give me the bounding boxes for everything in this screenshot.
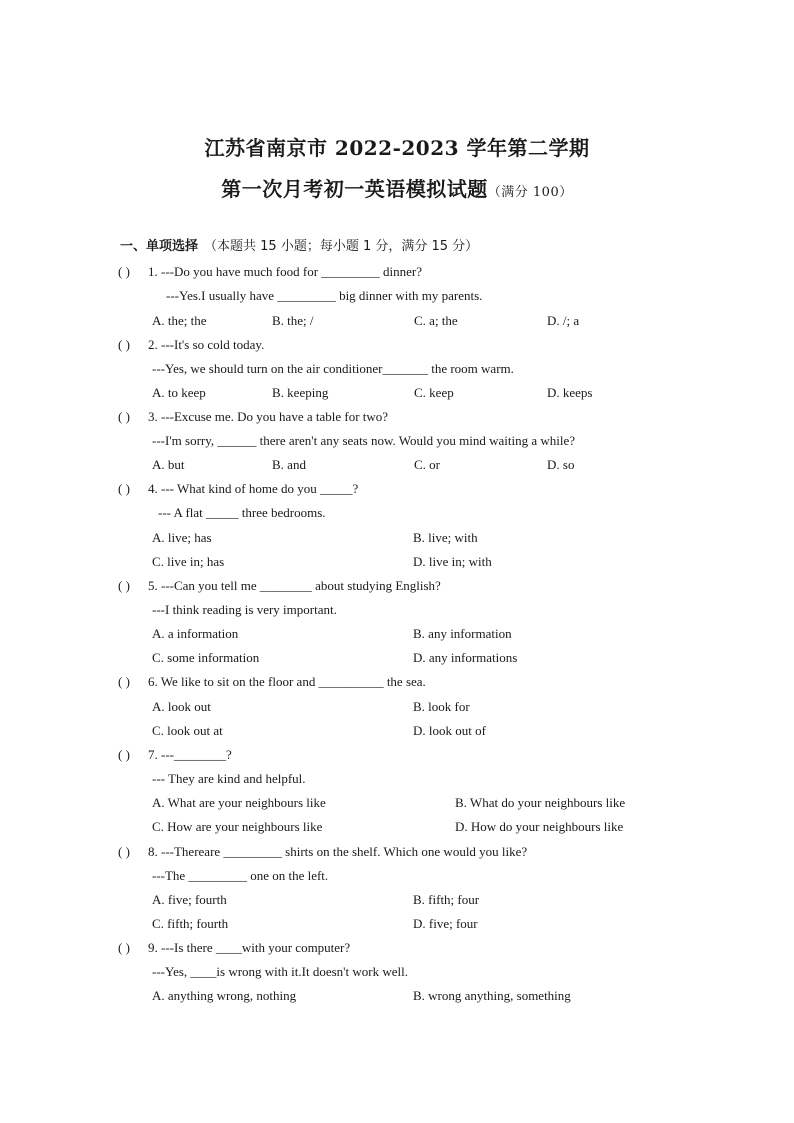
option-d: D. so [547,457,575,472]
option-a: A. anything wrong, nothing [152,988,297,1003]
answer-blank[interactable]: ( ) [118,844,130,859]
question-stem: 3. ---Excuse me. Do you have a table for two? [148,409,389,424]
dialogue-line: ---Yes, we should turn on the air conditioner_______ the room warm. [152,361,514,376]
answer-blank[interactable]: ( ) [118,264,130,279]
answer-blank[interactable]: ( ) [118,481,130,496]
answer-blank[interactable]: ( ) [118,409,130,424]
option-d: D. live in; with [413,554,492,569]
option-c: C. live in; has [152,554,225,569]
question-4 [118,481,358,497]
question-8 [118,844,527,860]
question-3 [118,409,388,425]
question-1 [118,264,422,280]
option-b: B. any information [413,626,512,641]
option-b: B. and [272,457,306,472]
option-c: C. a; the [414,313,458,328]
option-c: C. keep [414,385,454,400]
option-c: C. look out at [152,723,223,738]
dialogue-line: ---The _________ one on the left. [152,868,329,883]
option-c: C. fifth; fourth [152,916,229,931]
question-stem: 9. ---Is there ____with your computer? [148,940,351,955]
option-d: D. keeps [547,385,593,400]
option-c: C. How are your neighbours like [152,819,323,834]
option-a: A. live; has [152,530,212,545]
question-7 [118,747,232,763]
dialogue-line: ---I think reading is very important. [152,602,337,617]
option-a: A. look out [152,699,211,714]
option-a: A. but [152,457,185,472]
option-a: A. to keep [152,385,206,400]
dialogue-line: ---Yes, ____is wrong with it.It doesn't work well. [152,964,408,979]
option-b: B. live; with [413,530,478,545]
option-b: B. look for [413,699,470,714]
full-score-note: （满分 100） [487,185,573,200]
option-d: D. any informations [413,650,518,665]
option-c: C. or [414,457,440,472]
option-a: A. five; fourth [152,892,227,907]
dialogue-line: --- A flat _____ three bedrooms. [158,505,326,520]
answer-blank[interactable]: ( ) [118,747,130,762]
exam-title-line2 [0,173,794,202]
exam-title-main: 第一次月考初一英语模拟试题 [221,177,488,201]
option-b: B. wrong anything, something [413,988,571,1003]
option-a: A. a information [152,626,239,641]
question-stem: 7. ---________? [148,747,232,762]
dialogue-line: ---Yes.I usually have _________ big dinner with my parents. [166,288,483,303]
question-9 [118,940,350,956]
option-d: D. look out of [413,723,486,738]
option-a: A. What are your neighbours like [152,795,326,810]
option-b: B. keeping [272,385,329,400]
answer-blank[interactable]: ( ) [118,940,130,955]
question-stem: 5. ---Can you tell me ________ about studying English? [148,578,441,593]
question-stem: 1. ---Do you have much food for _________ dinner? [148,264,423,279]
dialogue-line: ---I'm sorry, ______ there aren't any seats now. Would you mind waiting a while? [152,433,576,448]
option-d: D. five; four [413,916,478,931]
option-b: B. the; / [272,313,314,328]
section-title: 一、单项选择 [120,239,199,254]
option-b: B. fifth; four [413,892,480,907]
question-stem: 8. ---Thereare _________ shirts on the shelf. Which one would you like? [148,844,528,859]
option-d: D. /; a [547,313,580,328]
question-stem: 4. --- What kind of home do you _____? [148,481,359,496]
section-heading [120,235,478,254]
option-c: C. some information [152,650,260,665]
option-a: A. the; the [152,313,207,328]
dialogue-line: --- They are kind and helpful. [152,771,306,786]
option-d: D. How do your neighbours like [455,819,624,834]
exam-title-line1: 江苏省南京市 2022-2023 学年第二学期 [204,136,590,160]
option-b: B. What do your neighbours like [455,795,626,810]
answer-blank[interactable]: ( ) [118,578,130,593]
question-6 [118,674,426,690]
question-2 [118,337,264,353]
section-meta: （本题共 15 小题；每小题 1 分，满分 15 分） [204,239,479,254]
question-stem: 2. ---It's so cold today. [148,337,265,352]
answer-blank[interactable]: ( ) [118,674,130,689]
question-stem: 6. We like to sit on the floor and __________ the sea. [148,674,426,689]
answer-blank[interactable]: ( ) [118,337,130,352]
question-5 [118,578,441,594]
